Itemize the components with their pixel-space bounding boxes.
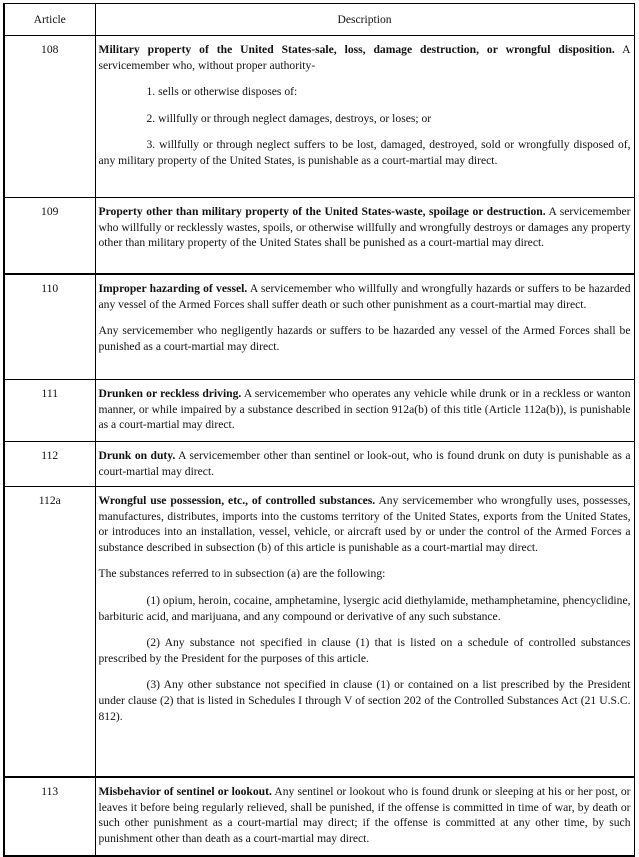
article-lead: A servicemember who willfully and wrongfully hazards or suffers to be hazarded any vessel of the Armed Forces shall suffer death or such other punishment as a court-martial may direct. (98, 282, 631, 311)
article-number: 112 (4, 442, 95, 487)
article-number: 111 (4, 380, 95, 442)
article-item: 3. willfully or through neglect suffers to be lost, damaged, destroyed, sold or wrongfully disposed of, any military property of the United States, is punishable as a court-martial may direct. (98, 138, 631, 167)
article-item: (2) Any substance not specified in clause (1) that is listed on a schedule of controlled substances prescribed by the President for the purposes of this article. (98, 636, 631, 665)
header-article: Article (4, 4, 95, 36)
article-lead: A servicemember who, without proper authority- (98, 43, 631, 72)
article-title: Military property of the United States-sale, loss, damage destruction, or wrongful disposition. (98, 43, 615, 56)
article-lead: A servicemember who willfully or recklessly wastes, spoils, or otherwise willfully and wrongfully destroys or damages any property other than military property of the United States shall be punished as a court-martial may direct. (98, 205, 631, 250)
ucmj-articles-table (3, 3, 635, 857)
table-row (4, 487, 634, 778)
article-description (95, 777, 634, 856)
article-lead: A servicemember other than sentinel or look-out, who is found drunk on duty is punishable as a court-martial may direct. (98, 449, 631, 478)
table-row (4, 198, 634, 275)
table-header-row (4, 4, 634, 36)
article-item: 1. sells or otherwise disposes of: (146, 85, 298, 99)
article-item: (3) Any other substance not specified in clause (1) or contained on a list prescribed by the President under clause (2) that is listed in Schedules I through V of section 202 of the Controlled Substances Act (21 U.S.C. 812). (98, 678, 631, 723)
table-row (4, 777, 634, 856)
header-description: Description (95, 4, 634, 36)
article-description (95, 198, 634, 275)
article-description (95, 36, 634, 198)
article-lead: Any servicemember who wrongfully uses, possesses, manufactures, distributes, imports into the customs territory of the United States, exports from the United States, or introduces into an installation, vessel, vehicle, or aircraft used by or under the control of the Armed Forces a substance described in subsection (b) of this article is punishable as a court-martial may direct. (98, 494, 631, 554)
article-description (95, 380, 634, 442)
article-number: 113 (4, 777, 95, 856)
article-number: 109 (4, 198, 95, 275)
article-lead: A servicemember who operates any vehicle while drunk or in a reckless or wanton manner, or while impaired by a substance described in section 912a(b) of this title (Article 112a(b)), is punishable as a court-martial may direct. (98, 387, 631, 432)
article-title: Drunken or reckless driving. (98, 387, 242, 400)
article-title: Improper hazarding of vessel. (98, 282, 248, 295)
table-row (4, 274, 634, 380)
article-number: 110 (4, 274, 95, 380)
article-title: Wrongful use possession, etc., of controlled substances. (98, 494, 376, 507)
article-item: 2. willfully or through neglect damages, destroys, or loses; or (146, 111, 432, 125)
table-row (4, 36, 634, 198)
article-paragraph: Any servicemember who negligently hazards or suffers to be hazarded any vessel of the Armed Forces shall be punished as a court-martial may direct. (98, 324, 631, 353)
article-title: Drunk on duty. (98, 449, 176, 462)
article-lead: Any sentinel or lookout who is found drunk or sleeping at his or her post, or leaves it before being regularly relieved, shall be punished, if the offense is committed in time of war, by death or such other punishment as a court-martial may direct; if the offense is committed at any other time, by such punishment other than death as a court-martial may direct. (98, 785, 631, 845)
article-description (95, 274, 634, 380)
article-title: Property other than military property of the United States-waste, spoilage or destruction. (98, 205, 546, 218)
article-number: 112a (4, 487, 95, 778)
table-row (4, 442, 634, 487)
article-item: (1) opium, heroin, cocaine, amphetamine, lysergic acid diethylamide, methamphetamine, phencyclidine, barbituric acid, and marijuana, and any compound or derivative of any such substance. (98, 593, 631, 623)
article-description (95, 442, 634, 487)
table-row (4, 380, 634, 442)
article-description (95, 487, 634, 778)
article-title: Misbehavior of sentinel or lookout. (98, 785, 272, 798)
article-number: 108 (4, 36, 95, 198)
article-paragraph: The substances referred to in subsection (a) are the following: (98, 567, 386, 581)
